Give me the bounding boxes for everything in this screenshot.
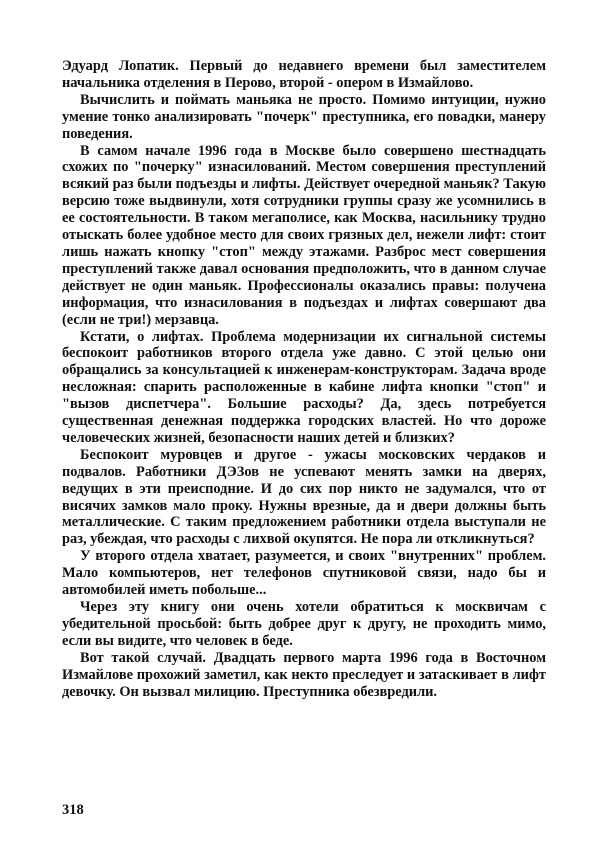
paragraph-1: Эдуард Лопатик. Первый до недавнего времени был заместителем начальника отделения в Перово, второй - опером в Измайлово.: [62, 58, 546, 91]
page-number: 318: [62, 802, 84, 818]
paragraph-7: Через эту книгу они очень хотели обратиться к москвичам с убедительной просьбой: быть добрее друг к другу, не проходить мимо, если вы видите, что человек в беде.: [62, 599, 546, 649]
paragraph-8: Вот такой случай. Двадцать первого марта 1996 года в Восточном Измайлове прохожий заметил, как некто преследует и затаскивает в лифт девочку. Он вызвал милицию. Преступника обезвредили.: [62, 649, 546, 700]
paragraph-6: У второго отдела хватает, разумеется, и своих "внутренних" проблем. Мало компьютеров, нет телефонов спутниковой связи, надо бы и автомобилей иметь побольше...: [62, 548, 546, 599]
paragraph-2: Вычислить и поймать маньяка не просто. Помимо интуиции, нужно умение тонко анализировать "почерк" преступника, его повадки, манеру поведения.: [62, 91, 546, 142]
paragraph-4: Кстати, о лифтах. Проблема модернизации их сигнальной системы беспокоит работников второго отдела уже давно. С этой целью они обращались за консультацией к инженерам-конструкторам. Задача вроде несложная: спарить расположенные в кабине лифта кнопки "стоп" и "вызов диспетчера". Большие расходы? Да, здесь потребуется существенная денежная поддержка городских властей. Но что дороже человеческих жизней, безопасности наших детей и близких?: [62, 328, 546, 446]
paragraph-5: Беспокоит муровцев и другое - ужасы московских чердаков и подвалов. Работники ДЭЗов не успевают менять замки на дверях, ведущих в эти преисподние. И до сих пор никто не задумался, что от висячих замков мало проку. Нужны врезные, да и двери должны быть металлические. С таким предложением работники отдела выступали не раз, убеждая, что расходы с лихвой окупятся. Не пора ли откликнуться?: [62, 446, 546, 548]
paragraph-3: В самом начале 1996 года в Москве было совершено шестнадцать схожих по "почерку" изнасилований. Местом совершения преступлений всякий раз были подъезды и лифты. Действует очередной маньяк? Такую версию тоже выдвинули, хотя сотрудники группы сразу же усомнились в ее состоятельности. В таком мегаполисе, как Москва, насильнику трудно отыскать более удобное место для своих грязных дел, нежели лифт: стоит лишь нажать кнопку "стоп" между этажами. Разброс мест совершения преступлений также давал основания предположить, что в данном случае действует не один маньяк. Профессионалы оказались правы: получена информация, что изнасилования в подъездах и лифтах совершают два (если не три!) мерзавца.: [62, 142, 546, 328]
body-text: [62, 58, 546, 700]
